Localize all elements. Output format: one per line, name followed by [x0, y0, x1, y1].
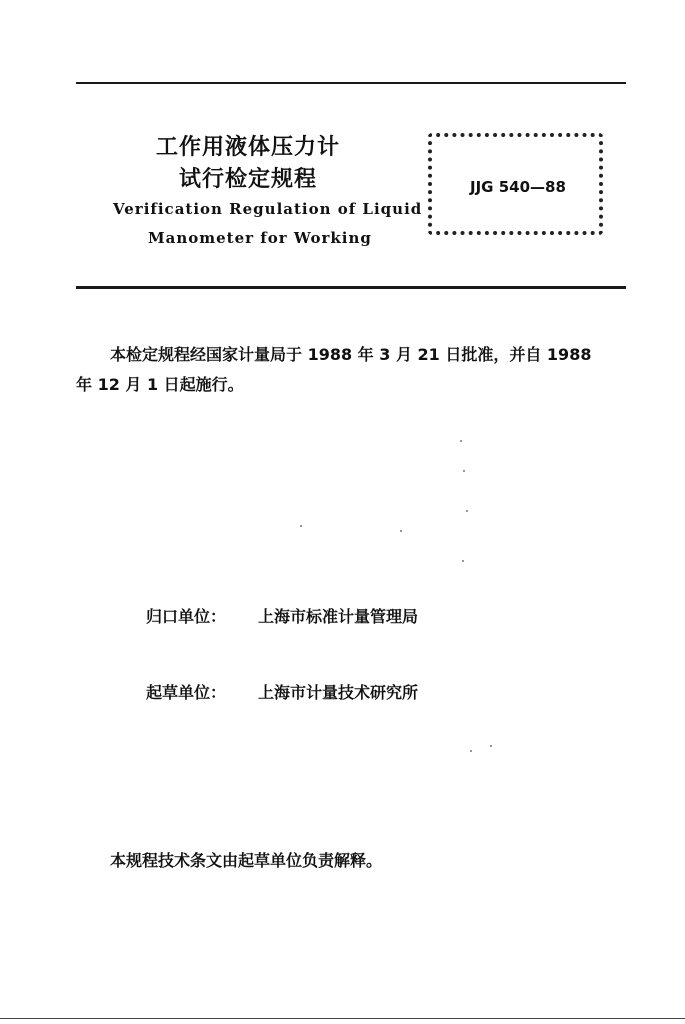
scan-speck [300, 525, 302, 527]
scan-speck [466, 510, 468, 512]
drafting-unit-label: 起草单位： [146, 683, 227, 702]
regulation-code: JJG 540—88 [470, 178, 566, 196]
approval-text-line2: 年 12 月 1 日起施行。 [76, 375, 244, 394]
approval-text-line1: 本检定规程经国家计量局于 1988 年 3 月 21 日批准，并自 1988 [110, 345, 592, 364]
interpretation-note: 本规程技术条文由起草单位负责解释。 [110, 851, 383, 870]
responsible-unit-value: 上海市标准计量管理局 [258, 607, 419, 626]
scan-speck [490, 745, 492, 747]
responsible-unit-label: 归口单位： [146, 607, 227, 626]
scan-speck [460, 440, 462, 442]
drafting-unit-value: 上海市计量技术研究所 [258, 683, 419, 702]
title-chinese-line1: 工作用液体压力计 [155, 135, 340, 160]
top-rule [76, 82, 626, 84]
title-english-line1: Verification Regulation of Liquid [113, 200, 423, 218]
title-english-line2: Manometer for Working [148, 229, 372, 247]
scan-speck [470, 750, 472, 752]
scan-speck [463, 470, 465, 472]
scan-speck [400, 530, 402, 532]
title-chinese-line2: 试行检定规程 [178, 167, 317, 192]
bottom-rule [76, 286, 626, 289]
page-edge [0, 1018, 685, 1019]
scan-speck [462, 560, 464, 562]
